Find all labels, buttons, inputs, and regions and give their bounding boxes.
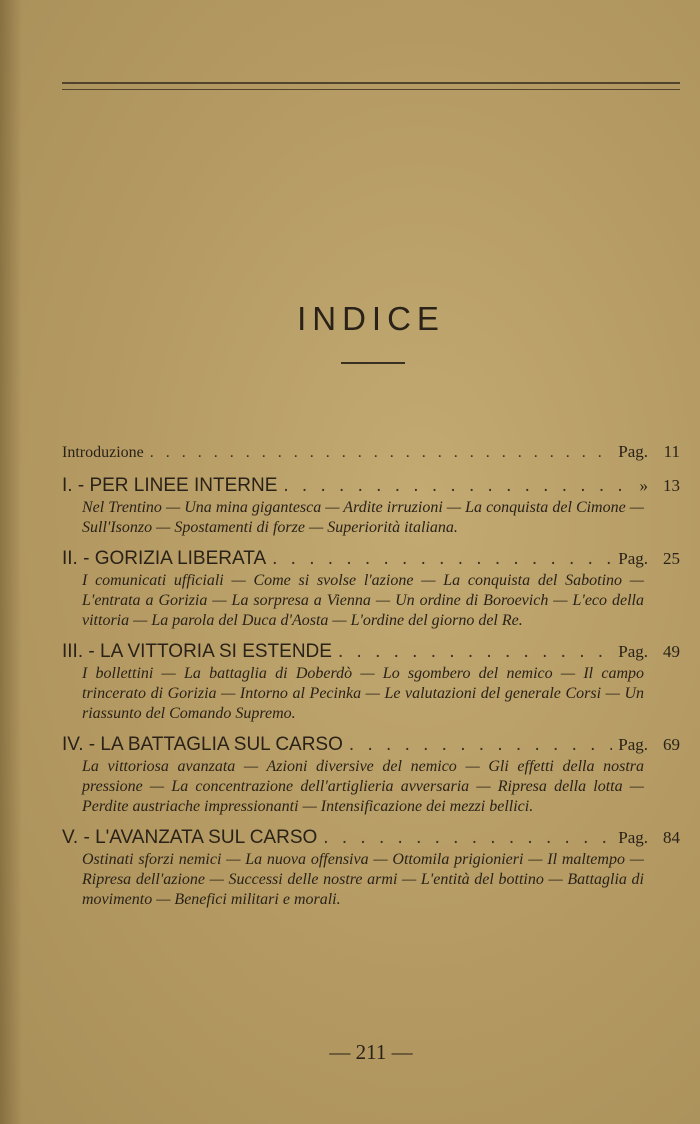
dot-leader <box>323 826 612 850</box>
toc-page-number: 13 <box>663 476 680 495</box>
toc-page-number: 49 <box>663 642 680 661</box>
toc-pag-label: Pag. <box>618 549 648 568</box>
toc-entry-head <box>62 547 680 571</box>
table-of-contents <box>62 440 680 919</box>
toc-entry-label: III. - LA VITTORIA SI ESTENDE <box>62 641 332 662</box>
toc-entry-head <box>62 474 680 498</box>
toc-entry-chapter-3 <box>62 640 680 724</box>
toc-page-number: 84 <box>663 828 680 847</box>
toc-entry-description: Ostinati sforzi nemici — La nuova offensiva — Ottomila prigionieri — Il maltempo — Ripresa dell'azione — Successi delle nostre armi — L'entità del bottino — Battaglia di movimento — Benefici militari e morali. <box>82 851 644 908</box>
toc-entry-label: IV. - LA BATTAGLIA SUL CARSO <box>62 734 343 755</box>
dot-leader <box>272 547 612 571</box>
toc-page-number: 11 <box>663 442 680 461</box>
toc-entry-description: I comunicati ufficiali — Come si svolse l'azione — La conquista del Sabotino — L'entrata a Gorizia — La sorpresa a Vienna — Un ordine di Boroevich — L'eco della vittoria — La parola del Duca d'Aosta — L'ordine del giorno del Re. <box>82 572 644 629</box>
dot-leader <box>349 733 612 757</box>
toc-entry-head <box>62 640 680 664</box>
dot-leader <box>338 640 612 664</box>
page-number: — 211 — <box>329 1040 413 1064</box>
toc-entry-description: La vittoriosa avanzata — Azioni diversive del nemico — Gli effetti della nostra pressione — La concentrazione dell'artiglieria avversaria — Ripresa della lotta — Perdite austriache impressionanti — Intensificazione dei mezzi bellici. <box>82 758 644 815</box>
toc-pag-label: Pag. <box>618 735 648 754</box>
toc-entry-label: I. - PER LINEE INTERNE <box>62 475 278 496</box>
toc-pag-label: Pag. <box>618 642 648 661</box>
header-rule <box>62 82 680 90</box>
toc-pag-label: » <box>639 476 648 495</box>
toc-entry-label: II. - GORIZIA LIBERATA <box>62 548 267 569</box>
dot-leader <box>283 474 633 498</box>
toc-pag-label: Pag. <box>618 828 648 847</box>
toc-entry-description: I bollettini — La battaglia di Doberdò — Lo sgombero del nemico — Il campo trincerato di Gorizia — Intorno al Pecinka — Le valutazioni del generale Corsi — Un riassunto del Comando Supremo. <box>82 665 644 722</box>
toc-pag-label: Pag. <box>618 442 648 461</box>
toc-entry-chapter-4 <box>62 733 680 817</box>
toc-entry-label: Introduzione <box>62 444 144 461</box>
toc-entry-chapter-2 <box>62 547 680 631</box>
page-edge-shadow <box>0 0 22 1124</box>
toc-entry-chapter-5 <box>62 826 680 910</box>
toc-entry-chapter-1 <box>62 474 680 538</box>
toc-entry-head <box>62 826 680 850</box>
dot-leader <box>150 441 613 465</box>
toc-entry-head <box>62 440 680 465</box>
toc-entry-introduction <box>62 440 680 465</box>
toc-entry-head <box>62 733 680 757</box>
page-title: INDICE <box>297 300 445 337</box>
toc-page-number: 69 <box>663 735 680 754</box>
title-underline <box>341 362 405 364</box>
toc-entry-description: Nel Trentino — Una mina gigantesca — Ardite irruzioni — La conquista del Cimone — Sull'Isonzo — Spostamenti di forze — Superiorità italiana. <box>82 499 644 536</box>
toc-page-number: 25 <box>663 549 680 568</box>
toc-entry-label: V. - L'AVANZATA SUL CARSO <box>62 827 318 848</box>
